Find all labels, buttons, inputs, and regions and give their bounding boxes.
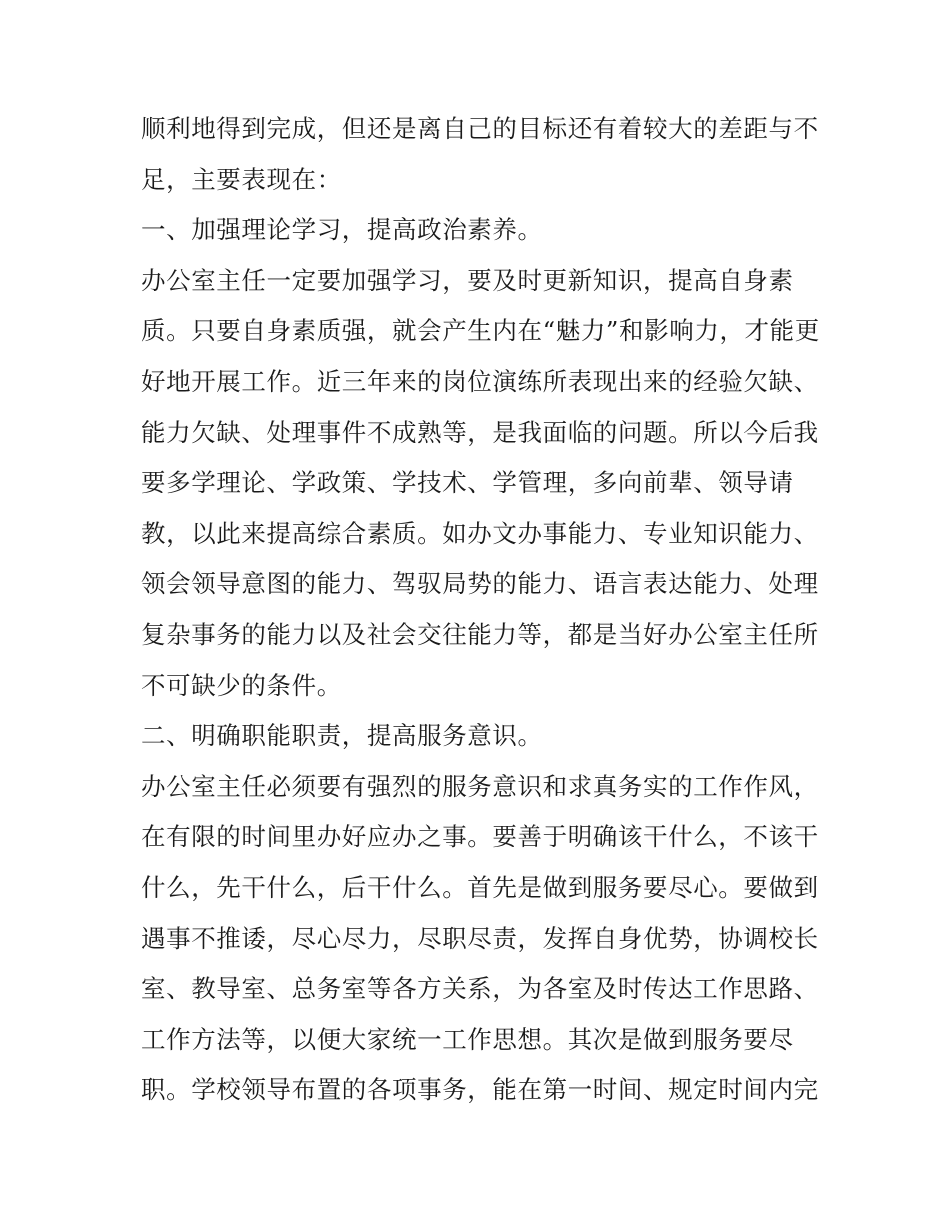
text-line: 足，主要表现在： xyxy=(141,164,342,194)
text-line: 什么，先干什么，后干什么。首先是做到服务要尽心。要做到 xyxy=(141,872,819,902)
section-heading-2: 二、明确职能职责，提高服务意识。 xyxy=(141,721,543,751)
text-line: 顺利地得到完成，但还是离自己的目标还有着较大的差距与不 xyxy=(141,114,819,143)
text-line: 能力欠缺、处理事件不成熟等，是我面临的问题。所以今后我 xyxy=(141,417,819,447)
text-line: 室、教导室、总务室等各方关系，为各室及时传达工作思路、 xyxy=(141,974,819,1004)
text-line: 在有限的时间里办好应办之事。要善于明确该干什么，不该干 xyxy=(141,822,819,852)
text-line: 复杂事务的能力以及社会交往能力等，都是当好办公室主任所 xyxy=(141,619,819,649)
text-line: 办公室主任必须要有强烈的服务意识和求真务实的工作作风， xyxy=(141,771,819,801)
text-line: 工作方法等，以便大家统一工作思想。其次是做到服务要尽 xyxy=(141,1024,794,1054)
text-line: 不可缺少的条件。 xyxy=(141,670,342,700)
document-body xyxy=(141,104,821,1116)
text-line: 职。学校领导布置的各项事务，能在第一时间、规定时间内完 xyxy=(141,1075,819,1105)
text-line: 好地开展工作。近三年来的岗位演练所表现出来的经验欠缺、 xyxy=(141,366,819,396)
section-heading-1: 一、加强理论学习，提高政治素养。 xyxy=(141,215,543,245)
text-line: 质。只要自身素质强，就会产生内在“魅力”和影响力，才能更 xyxy=(141,316,820,346)
text-line: 领会领导意图的能力、驾驭局势的能力、语言表达能力、处理 xyxy=(141,569,819,599)
text-line: 教，以此来提高综合素质。如办文办事能力、专业知识能力、 xyxy=(141,518,819,548)
text-line: 遇事不推诿，尽心尽力，尽职尽责，发挥自身优势，协调校长 xyxy=(141,923,819,953)
text-line: 要多学理论、学政策、学技术、学管理，多向前辈、领导请 xyxy=(141,468,794,498)
text-line: 办公室主任一定要加强学习，要及时更新知识，提高自身素 xyxy=(141,265,794,295)
